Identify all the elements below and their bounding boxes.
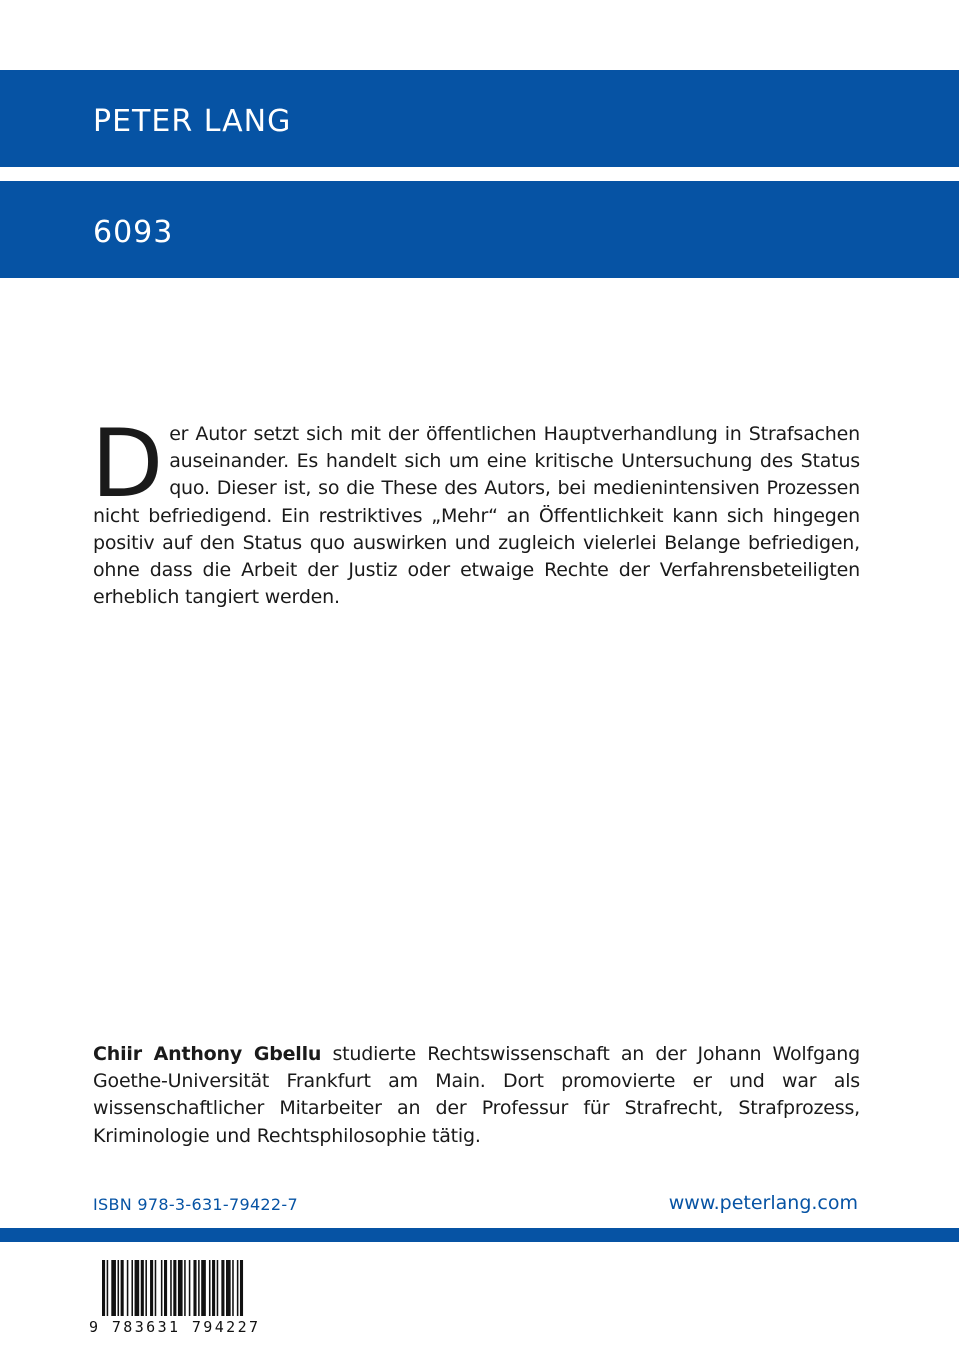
barcode-bar <box>121 1260 124 1316</box>
description-text: er Autor setzt sich mit der öffentlichen Hauptverhandlung in Strafsachen auseinander. Es handelt sich um eine kritische Untersuchung des Status quo. Dieser ist, so die These des Autors, bei medienintensiven Prozessen nicht befriedigend. Ein restriktives „Mehr“ an Öffentlichkeit kann sich hingegen positiv auf den Status quo auswirken und zugleich vielerlei Belange befriedigen, ohne dass die Arbeit der Justiz oder etwaige Rechte der Verfahrensbeteiligten erheblich tangiert werden. <box>93 423 860 609</box>
barcode-bar <box>237 1260 239 1316</box>
barcode-bar <box>161 1260 163 1316</box>
author-name: Chiir Anthony Gbellu <box>93 1043 322 1065</box>
barcode-bar <box>170 1260 172 1316</box>
barcode-bar <box>209 1260 211 1316</box>
barcode-bar <box>118 1260 120 1316</box>
barcode-bar <box>232 1260 234 1316</box>
barcode-bars <box>84 1258 290 1320</box>
barcode-bar <box>155 1260 157 1316</box>
series-band <box>0 181 959 278</box>
barcode-bar <box>212 1260 215 1316</box>
barcode-bar <box>141 1260 144 1316</box>
barcode-bar <box>127 1260 129 1316</box>
footer-rule <box>0 1228 959 1242</box>
barcode-bar <box>240 1260 243 1316</box>
barcode-bar <box>217 1260 219 1316</box>
barcode-bar <box>178 1260 183 1316</box>
series-number: 6093 <box>93 215 174 250</box>
barcode-bar <box>201 1260 206 1316</box>
barcode-bar <box>184 1260 186 1316</box>
barcode-bar <box>173 1260 176 1316</box>
barcode-bar <box>198 1260 200 1316</box>
barcode-bar <box>189 1260 191 1316</box>
barcode-bar <box>164 1260 167 1316</box>
barcode-bar <box>145 1260 147 1316</box>
author-bio-text: studierte Rechtswissenschaft an der Johann Wolfgang Goethe-Universität Frankfurt am Main. Dort promovierte er und war als wissenschaftlicher Mitarbeiter an der Professur für Strafrecht, Strafprozess, Kriminologie und Rechtsphilosophie tätig. <box>93 1043 860 1147</box>
barcode-bar <box>135 1260 140 1316</box>
barcode-bar <box>221 1260 224 1316</box>
barcode-bar <box>107 1260 109 1316</box>
barcode-bar <box>102 1260 105 1316</box>
drop-cap: D <box>91 410 164 519</box>
barcode <box>84 1258 290 1344</box>
publisher-name: PETER LANG <box>93 104 292 139</box>
barcode-digits: 9 783631 794227 <box>89 1318 261 1336</box>
barcode-bar <box>131 1260 133 1316</box>
barcode-bar <box>150 1260 153 1316</box>
isbn-label: ISBN 978-3-631-79422-7 <box>93 1195 298 1214</box>
barcode-bar <box>193 1260 196 1316</box>
barcode-bar <box>226 1260 231 1316</box>
book-description <box>91 410 860 611</box>
barcode-bar <box>111 1260 116 1316</box>
author-bio <box>93 1041 860 1150</box>
publisher-band <box>0 70 959 167</box>
publisher-website: www.peterlang.com <box>668 1192 858 1214</box>
